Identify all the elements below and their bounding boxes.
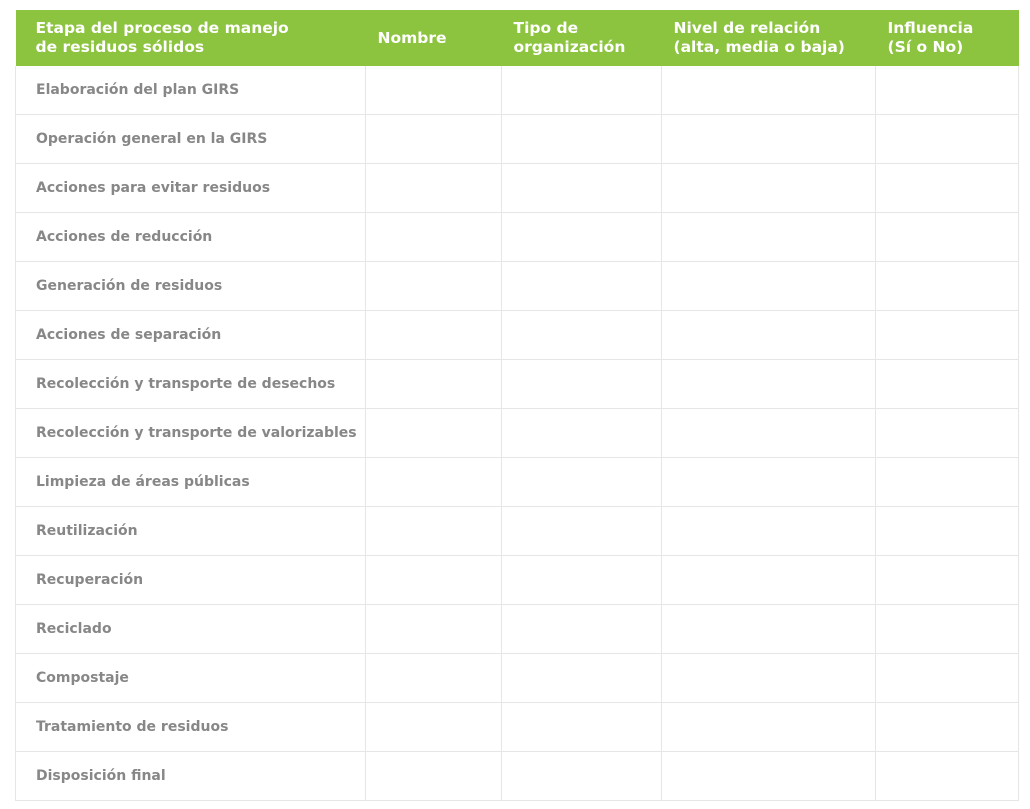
tipo-cell[interactable] [502, 458, 662, 507]
influencia-cell[interactable] [876, 164, 1019, 213]
nivel-cell[interactable] [662, 164, 876, 213]
header-row [16, 10, 1019, 66]
influencia-cell[interactable] [876, 360, 1019, 409]
stage-cell: Operación general en la GIRS [16, 115, 366, 164]
table-row [16, 311, 1019, 360]
table-row [16, 654, 1019, 703]
nivel-cell[interactable] [662, 703, 876, 752]
influencia-cell[interactable] [876, 262, 1019, 311]
influencia-cell[interactable] [876, 556, 1019, 605]
stage-cell: Compostaje [16, 654, 366, 703]
influencia-cell[interactable] [876, 66, 1019, 115]
nombre-cell[interactable] [366, 66, 502, 115]
nombre-cell[interactable] [366, 262, 502, 311]
tipo-cell[interactable] [502, 409, 662, 458]
table-row [16, 262, 1019, 311]
header-nivel-line1: Nivel de relación [673, 19, 821, 37]
table-row [16, 458, 1019, 507]
header-nivel-line2: (alta, media o baja) [673, 38, 845, 56]
tipo-cell[interactable] [502, 654, 662, 703]
stage-cell: Limpieza de áreas públicas [16, 458, 366, 507]
stage-cell: Generación de residuos [16, 262, 366, 311]
tipo-cell[interactable] [502, 703, 662, 752]
tipo-cell[interactable] [502, 556, 662, 605]
header-stage [16, 10, 366, 66]
nombre-cell[interactable] [366, 213, 502, 262]
header-influencia-line2: (Sí o No) [887, 38, 964, 56]
tipo-cell[interactable] [502, 360, 662, 409]
table-row [16, 556, 1019, 605]
header-tipo [502, 10, 662, 66]
stage-cell: Reutilización [16, 507, 366, 556]
tipo-cell[interactable] [502, 262, 662, 311]
nivel-cell[interactable] [662, 262, 876, 311]
table-row [16, 703, 1019, 752]
stage-cell: Tratamiento de residuos [16, 703, 366, 752]
tipo-cell[interactable] [502, 115, 662, 164]
tipo-cell[interactable] [502, 605, 662, 654]
nombre-cell[interactable] [366, 311, 502, 360]
header-influencia [876, 10, 1019, 66]
influencia-cell[interactable] [876, 752, 1019, 801]
nombre-cell[interactable] [366, 556, 502, 605]
nombre-cell[interactable] [366, 507, 502, 556]
stakeholder-table-container [15, 10, 1018, 801]
header-nombre [366, 10, 502, 66]
nivel-cell[interactable] [662, 654, 876, 703]
influencia-cell[interactable] [876, 458, 1019, 507]
stage-cell: Acciones para evitar residuos [16, 164, 366, 213]
nombre-cell[interactable] [366, 164, 502, 213]
header-stage-line2: de residuos sólidos [35, 38, 205, 56]
table-row [16, 213, 1019, 262]
nombre-cell[interactable] [366, 115, 502, 164]
nivel-cell[interactable] [662, 66, 876, 115]
table-row [16, 66, 1019, 115]
stage-cell: Reciclado [16, 605, 366, 654]
nombre-cell[interactable] [366, 605, 502, 654]
nombre-cell[interactable] [366, 703, 502, 752]
stage-cell: Recolección y transporte de desechos [16, 360, 366, 409]
table-row [16, 360, 1019, 409]
nivel-cell[interactable] [662, 507, 876, 556]
influencia-cell[interactable] [876, 213, 1019, 262]
header-tipo-line1: Tipo de [513, 19, 579, 37]
nivel-cell[interactable] [662, 115, 876, 164]
nivel-cell[interactable] [662, 409, 876, 458]
influencia-cell[interactable] [876, 115, 1019, 164]
nivel-cell[interactable] [662, 556, 876, 605]
header-nivel [662, 10, 876, 66]
table-header [16, 10, 1019, 66]
tipo-cell[interactable] [502, 66, 662, 115]
table-body [16, 66, 1019, 801]
header-tipo-line2: organización [513, 38, 626, 56]
stage-cell: Elaboración del plan GIRS [16, 66, 366, 115]
nombre-cell[interactable] [366, 360, 502, 409]
nombre-cell[interactable] [366, 752, 502, 801]
stage-cell: Acciones de reducción [16, 213, 366, 262]
stage-cell: Recolección y transporte de valorizables [16, 409, 366, 458]
table-row [16, 115, 1019, 164]
nombre-cell[interactable] [366, 409, 502, 458]
nivel-cell[interactable] [662, 360, 876, 409]
stakeholder-table [15, 10, 1019, 801]
stage-cell: Disposición final [16, 752, 366, 801]
nivel-cell[interactable] [662, 311, 876, 360]
stage-cell: Recuperación [16, 556, 366, 605]
table-row [16, 752, 1019, 801]
nombre-cell[interactable] [366, 654, 502, 703]
table-row [16, 164, 1019, 213]
influencia-cell[interactable] [876, 409, 1019, 458]
nivel-cell[interactable] [662, 605, 876, 654]
nivel-cell[interactable] [662, 752, 876, 801]
stage-cell: Acciones de separación [16, 311, 366, 360]
tipo-cell[interactable] [502, 752, 662, 801]
tipo-cell[interactable] [502, 507, 662, 556]
influencia-cell[interactable] [876, 703, 1019, 752]
header-nombre-label: Nombre [377, 28, 447, 47]
tipo-cell[interactable] [502, 311, 662, 360]
tipo-cell[interactable] [502, 213, 662, 262]
influencia-cell[interactable] [876, 605, 1019, 654]
influencia-cell[interactable] [876, 507, 1019, 556]
table-row [16, 409, 1019, 458]
influencia-cell[interactable] [876, 311, 1019, 360]
tipo-cell[interactable] [502, 164, 662, 213]
header-stage-line1: Etapa del proceso de manejo [35, 19, 289, 37]
nivel-cell[interactable] [662, 458, 876, 507]
influencia-cell[interactable] [876, 654, 1019, 703]
table-row [16, 507, 1019, 556]
header-influencia-line1: Influencia [887, 19, 974, 37]
nombre-cell[interactable] [366, 458, 502, 507]
table-row [16, 605, 1019, 654]
nivel-cell[interactable] [662, 213, 876, 262]
